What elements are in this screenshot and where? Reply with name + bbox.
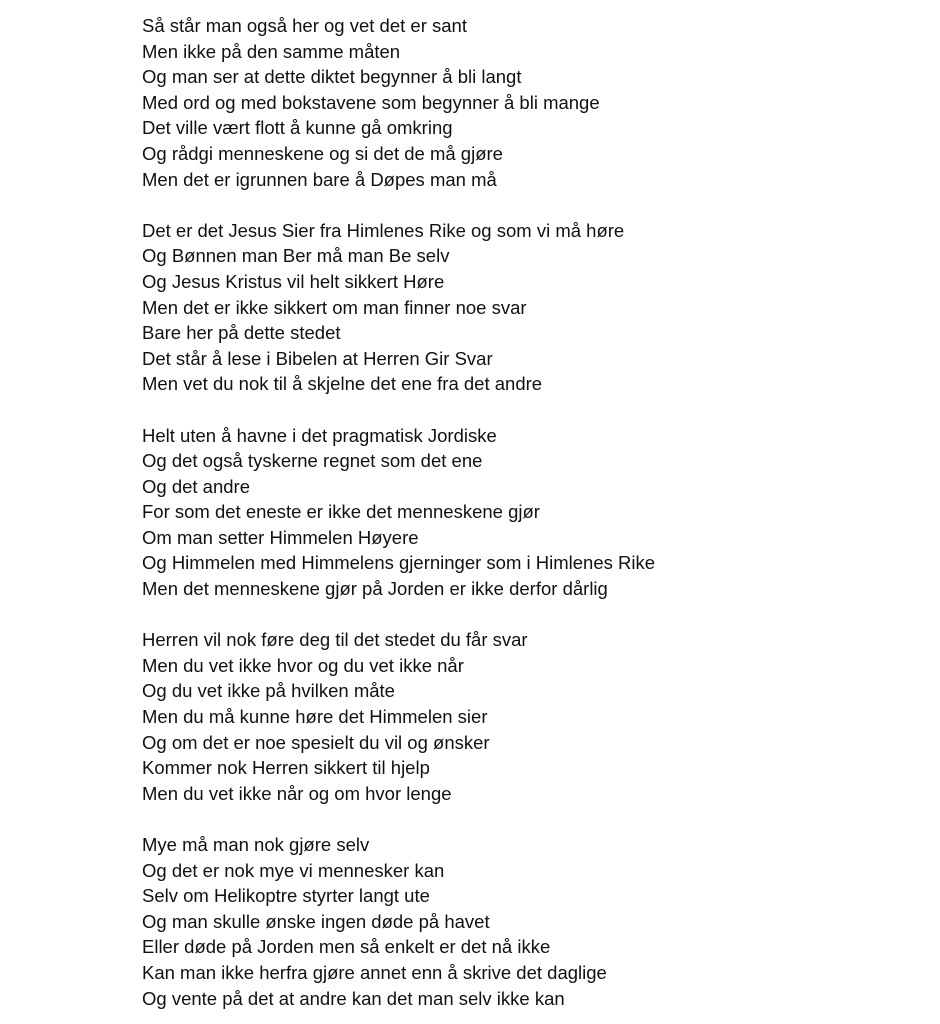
poem-line: For som det eneste er ikke det menneskene gjør <box>142 501 540 523</box>
poem-line: Men du vet ikke når og om hvor lenge <box>142 782 452 804</box>
poem-line: Og man skulle ønske ingen døde på havet <box>142 910 490 932</box>
poem-line: Og vente på det at andre kan det man selv ikke kan <box>142 987 565 1009</box>
poem-line: Herren vil nok føre deg til det stedet du får svar <box>142 629 528 651</box>
stanza-4 <box>142 627 922 806</box>
poem-line: Og Himmelen med Himmelens gjerninger som i Himlenes Rike <box>142 552 656 574</box>
poem-line: Og rådgi menneskene og si det de må gjøre <box>142 142 503 164</box>
poem-line: Kan man ikke herfra gjøre annet enn å skrive det daglige <box>142 961 607 983</box>
poem-line: Om man setter Himmelen Høyere <box>142 526 419 548</box>
poem-line: Selv om Helikoptre styrter langt ute <box>142 885 430 907</box>
poem-line: Og Bønnen man Ber må man Be selv <box>142 245 450 267</box>
poem-line: Men det er ikke sikkert om man finner noe svar <box>142 296 527 318</box>
poem-line: Eller døde på Jorden men så enkelt er det nå ikke <box>142 936 551 958</box>
poem-line: Men ikke på den samme måten <box>142 40 401 62</box>
poem-line: Og om det er noe spesielt du vil og ønsker <box>142 731 490 753</box>
poem-line: Og du vet ikke på hvilken måte <box>142 680 395 702</box>
stanza-2 <box>142 218 922 397</box>
poem-line: Men du vet ikke hvor og du vet ikke når <box>142 654 464 676</box>
poem-line: Det står å lese i Bibelen at Herren Gir Svar <box>142 347 493 369</box>
poem-line: Så står man også her og vet det er sant <box>142 15 467 36</box>
poem-line: Og det er nok mye vi mennesker kan <box>142 859 445 881</box>
stanza-5 <box>142 832 922 1011</box>
poem-line: Og man ser at dette diktet begynner å bli langt <box>142 66 522 88</box>
poem-line: Og Jesus Kristus vil helt sikkert Høre <box>142 270 445 292</box>
poem-line: Det ville vært flott å kunne gå omkring <box>142 117 453 139</box>
stanza-1 <box>142 13 922 192</box>
poem-line: Kommer nok Herren sikkert til hjelp <box>142 757 430 779</box>
poem-line: Det er det Jesus Sier fra Himlenes Rike og som vi må høre <box>142 219 625 241</box>
poem-line: Med ord og med bokstavene som begynner å bli mange <box>142 91 600 113</box>
poem-line: Men du må kunne høre det Himmelen sier <box>142 706 488 728</box>
poem-line: Men vet du nok til å skjelne det ene fra det andre <box>142 373 543 395</box>
poem-line: Og det andre <box>142 475 250 497</box>
poem-line: Mye må man nok gjøre selv <box>142 834 370 855</box>
poem-text <box>142 13 922 1011</box>
stanza-3 <box>142 423 922 602</box>
poem-line: Helt uten å havne i det pragmatisk Jordiske <box>142 424 497 446</box>
poem-line: Og det også tyskerne regnet som det ene <box>142 450 483 472</box>
poem-line: Men det er igrunnen bare å Døpes man må <box>142 168 497 190</box>
poem-line: Bare her på dette stedet <box>142 322 341 344</box>
poem-line: Men det menneskene gjør på Jorden er ikke derfor dårlig <box>142 578 608 600</box>
